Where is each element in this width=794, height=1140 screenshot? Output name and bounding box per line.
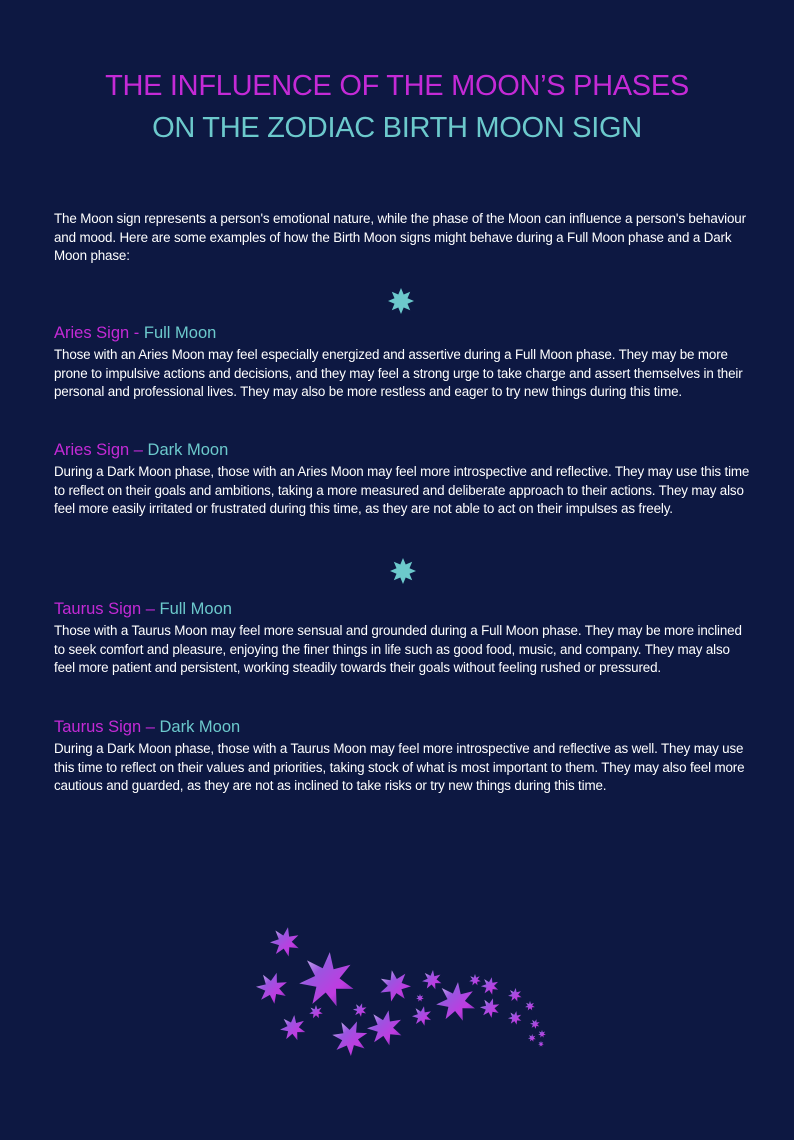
decorative-stars-illustration — [250, 920, 560, 1070]
section-heading-taurus-full — [54, 600, 232, 619]
sparkle-star-icon — [480, 998, 499, 1018]
section-text-aries-full: Those with an Aries Moon may feel especially energized and assertive during a Full Moon phase. They may be more prone to impulsive actions and decisions, and they may feel a strong urge to take charge and assert themselves in their personal and professional lives. They may also be more restless and eager to try new things during this time. — [54, 347, 743, 399]
sign-label: Aries Sign – — [54, 441, 148, 459]
title-line-2: ON THE ZODIAC BIRTH MOON SIGN — [152, 112, 642, 144]
sparkle-star-icon — [412, 1006, 431, 1025]
sparkle-star-icon — [380, 970, 411, 1001]
sparkle-star-icon — [416, 994, 424, 1002]
sparkle-star-icon — [530, 1019, 540, 1029]
section-text-taurus-dark: During a Dark Moon phase, those with a Taurus Moon may feel more introspective and reflective as well. They may use this time to reflect on their values and priorities, taking stock of what is most important to them. They may also feel more cautious and guarded, as they are not as inclined to take risks or try new things during this time. — [54, 741, 745, 793]
phase-label: Dark Moon — [159, 718, 241, 736]
sparkle-star-icon — [538, 1041, 544, 1047]
sparkle-star-icon — [528, 1034, 536, 1042]
sparkle-star-icon — [367, 1010, 401, 1045]
phase-label: Dark Moon — [147, 441, 229, 459]
section-text-taurus-full: Those with a Taurus Moon may feel more sensual and grounded during a Full Moon phase. They may be more inclined to seek comfort and pleasure, enjoying the finer things in life such as good food, music, and company. They may also feel more patient and persistent, working steadily towards their goals without feeling rushed or pressured. — [54, 623, 742, 675]
sparkle-star-icon — [256, 973, 287, 1004]
section-text-aries-dark: During a Dark Moon phase, those with an Aries Moon may feel more introspective and reflective. They may use this time to reflect on their goals and ambitions, taking a more measured and deliberate approach to their actions. They may also feel more easily irritated or frustrated during this time, as they are not able to act on their impulses as freely. — [54, 464, 750, 516]
sparkle-star-icon — [270, 927, 299, 956]
sign-label: Taurus Sign – — [54, 718, 160, 736]
section-heading-aries-dark — [54, 441, 228, 460]
sparkle-star-icon — [280, 1015, 305, 1040]
sparkle-star-icon — [469, 974, 481, 985]
phase-label: Full Moon — [159, 600, 232, 618]
section-heading-aries-full — [54, 324, 216, 343]
sparkle-star-icon — [525, 1001, 535, 1011]
sparkle-star-icon — [332, 1021, 367, 1056]
sparkle-star-icon — [353, 1003, 367, 1017]
sign-label: Taurus Sign – — [54, 600, 160, 618]
sparkle-star-icon — [299, 952, 353, 1006]
sparkle-star-icon — [508, 988, 521, 1002]
phase-label: Full Moon — [143, 324, 217, 342]
sign-label: Aries Sign - — [54, 324, 144, 342]
sparkle-star-icon — [538, 1030, 546, 1038]
sparkle-star-icon — [481, 977, 498, 995]
intro-paragraph: The Moon sign represents a person's emotional nature, while the phase of the Moon can influence a person's behaviour and mood. Here are some examples of how the Birth Moon signs might behave during a Full Moon phase and a Dark Moon phase: — [54, 211, 746, 263]
sparkle-star-icon — [508, 1011, 521, 1025]
sparkle-star-icon — [309, 1005, 323, 1018]
sparkle-star-icon — [422, 970, 441, 989]
sparkle-star-icon — [436, 982, 475, 1021]
section-heading-taurus-dark — [54, 718, 240, 737]
star-divider-icon — [386, 286, 416, 316]
star-divider-icon — [388, 556, 418, 586]
title-line-1: THE INFLUENCE OF THE MOON’S PHASES — [105, 70, 689, 102]
